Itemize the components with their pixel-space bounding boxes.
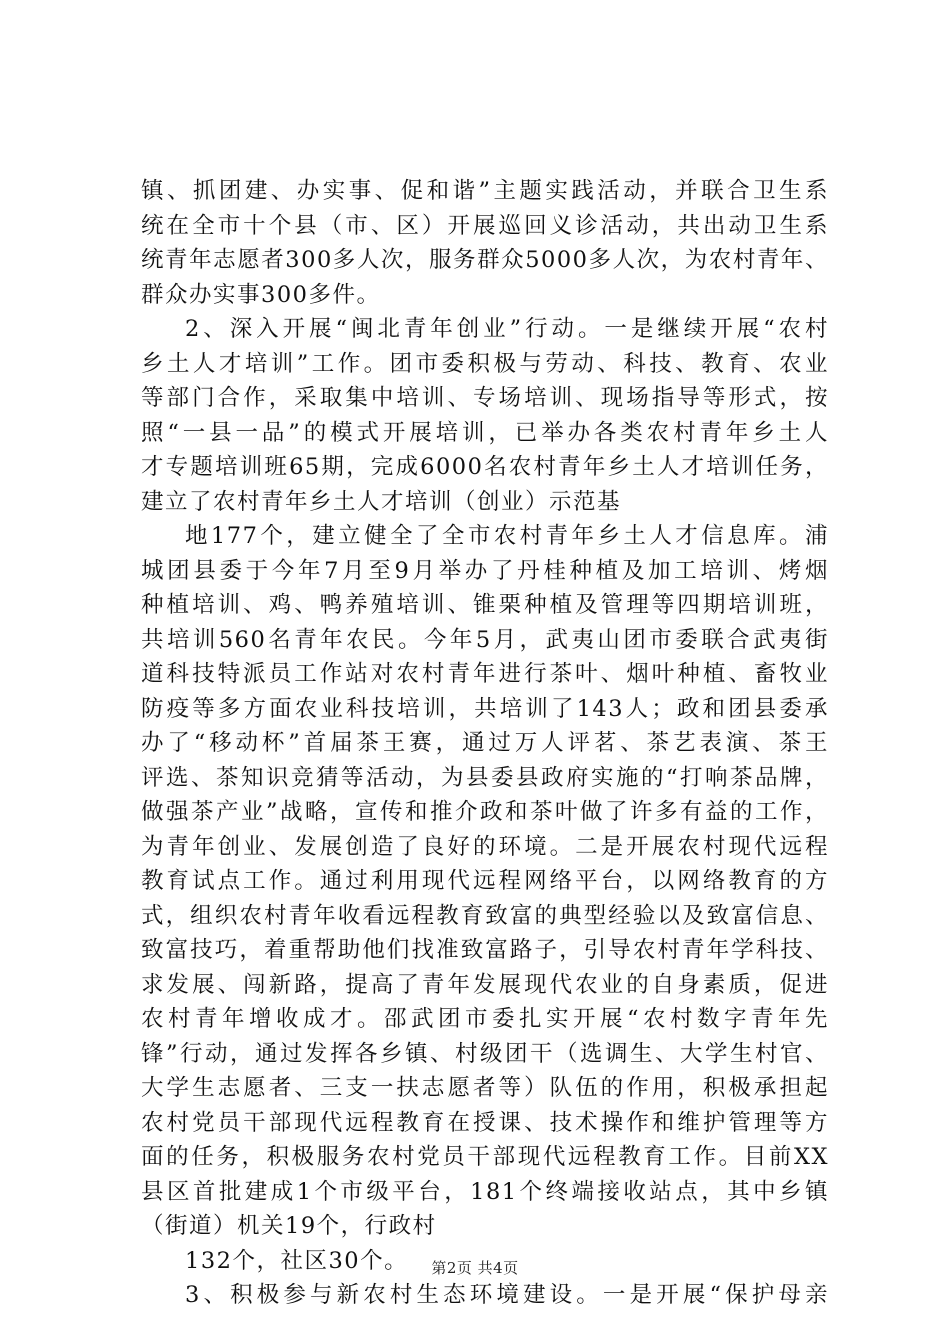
text-line: 城团县委于今年7月至9月举办了丹桂种植及加工培训、烤烟 xyxy=(141,557,829,584)
text-line: 才专题培训班65期，完成6000名农村青年乡土人才培训任务， xyxy=(141,454,829,480)
text-line: 统在全市十个县（市、区）开展巡回义诊活动，共出动卫生系 xyxy=(141,212,829,239)
text-line: 办了“移动杯”首届茶王赛，通过万人评茗、茶艺表演、茶王 xyxy=(141,730,829,756)
text-line: 道科技特派员工作站对农村青年进行茶叶、烟叶种植、畜牧业 xyxy=(141,661,829,687)
text-line: 防疫等多方面农业科技培训，共培训了143人；政和团县委承 xyxy=(141,695,829,722)
text-line: 锋”行动，通过发挥各乡镇、村级团干（选调生、大学生村官、 xyxy=(141,1040,829,1067)
text-line: 镇、抓团建、办实事、促和谐”主题实践活动，并联合卫生系 xyxy=(141,178,829,204)
text-line: 式，组织农村青年收看远程教育致富的典型经验以及致富信息、 xyxy=(141,902,829,929)
text-line: 为青年创业、发展创造了良好的环境。二是开展农村现代远程 xyxy=(141,833,829,860)
text-line: 教育试点工作。通过利用现代远程网络平台，以网络教育的方 xyxy=(141,868,829,894)
text-line: 农村党员干部现代远程教育在授课、技术操作和维护管理等方 xyxy=(141,1109,829,1136)
page-number-label: 第2页 共4页 xyxy=(431,1259,519,1277)
page-footer xyxy=(0,1258,950,1278)
text-line: 统青年志愿者300多人次，服务群众5000多人次，为农村青年、 xyxy=(141,247,829,273)
text-line: 乡土人才培训”工作。团市委积极与劳动、科技、教育、农业 xyxy=(141,350,829,377)
text-line: 大学生志愿者、三支一扶志愿者等）队伍的作用，积极承担起 xyxy=(141,1075,829,1101)
text-line: 群众办实事300多件。 xyxy=(141,281,381,308)
text-line: 共培训560名青年农民。今年5月，武夷山团市委联合武夷街 xyxy=(141,626,829,653)
text-line: 照“一县一品”的模式开展培训，已举办各类农村青年乡土人 xyxy=(141,419,829,446)
text-line: 3、积极参与新农村生态环境建设。一是开展“保护母亲 xyxy=(185,1282,829,1308)
text-line: 面的任务，积极服务农村党员干部现代远程教育工作。目前XX xyxy=(141,1144,829,1170)
text-line: 种植培训、鸡、鸭养殖培训、锥栗种植及管理等四期培训班， xyxy=(141,592,829,618)
text-line: 求发展、闯新路，提高了青年发展现代农业的自身素质，促进 xyxy=(141,971,829,998)
text-line: 农村青年增收成才。邵武团市委扎实开展“农村数字青年先 xyxy=(141,1006,829,1032)
text-line: 致富技巧，着重帮助他们找准致富路子，引导农村青年学科技、 xyxy=(141,937,829,963)
text-line: 地177个，建立健全了全市农村青年乡土人才信息库。浦 xyxy=(185,523,829,549)
text-line: 132个，社区30个。 xyxy=(185,1247,409,1274)
body-text xyxy=(141,174,829,1313)
text-line: 等部门合作，采取集中培训、专场培训、现场指导等形式，按 xyxy=(141,385,829,411)
text-line: 2、深入开展“闽北青年创业”行动。一是继续开展“农村 xyxy=(185,316,829,342)
text-line: 评选、茶知识竞猜等活动，为县委县政府实施的“打响茶品牌， xyxy=(141,764,829,791)
text-line: 建立了农村青年乡土人才培训（创业）示范基 xyxy=(141,488,622,515)
text-line: 做强茶产业”战略，宣传和推介政和茶叶做了许多有益的工作， xyxy=(141,799,829,825)
text-line: （街道）机关19个，行政村 xyxy=(141,1213,437,1239)
text-line: 县区首批建成1个市级平台，181个终端接收站点，其中乡镇 xyxy=(141,1178,829,1205)
